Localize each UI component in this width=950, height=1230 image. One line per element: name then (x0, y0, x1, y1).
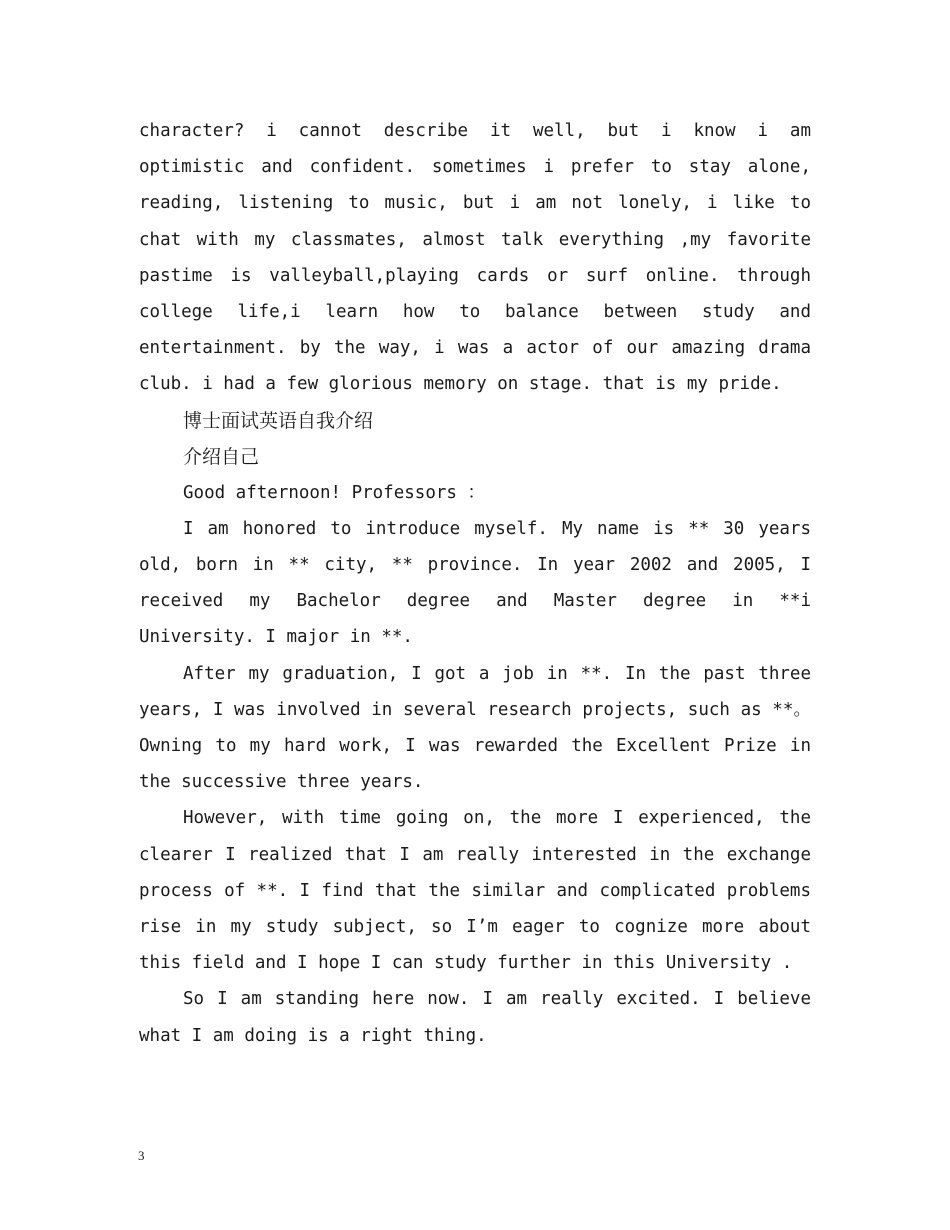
paragraph-intro: I am honored to introduce myself. My name is ** 30 years old, born in ** city, ** province. In year 2002 and 2005, I received my Bachelor degree and Master degree in **i University. I major in **. (139, 518, 811, 648)
paragraph-interest: However, with time going on, the more I experienced, the clearer I realized that I am really interested in the exchange process of **. I find that the similar and complicated problems rise in my study subject, so I’m eager to cognize more about this field and I hope I can study further in this University . (139, 808, 811, 974)
paragraph-greeting: Good afternoon! Professors ： (183, 482, 485, 503)
heading-phd-interview-intro: 博士面试英语自我介绍 (183, 409, 374, 432)
paragraph-character: character? i cannot describe it well, but i know i am optimistic and confident. sometimes i prefer to stay alone, reading, listening to music, but i am not lonely, i like to chat with my classmates, almost talk everything ,my favorite pastime is valleyball,playing cards or surf online. through college life,i learn how to balance between study and entertainment. by the way, i was a actor of our amazing drama club. i had a few glorious memory on stage. that is my pride. (139, 121, 811, 395)
paragraph-work: After my graduation, I got a job in **. In the past three years, I was involved in several research projects, such as **。Owning to my hard work, I was rewarded the Excellent Prize in the successive three years. (139, 663, 811, 793)
heading-introduce-self: 介绍自己 (183, 445, 260, 468)
page-number: 3 (138, 1148, 145, 1163)
document-body (139, 113, 811, 1054)
paragraph-closing: So I am standing here now. I am really excited. I believe what I am doing is a right thing. (139, 989, 811, 1046)
